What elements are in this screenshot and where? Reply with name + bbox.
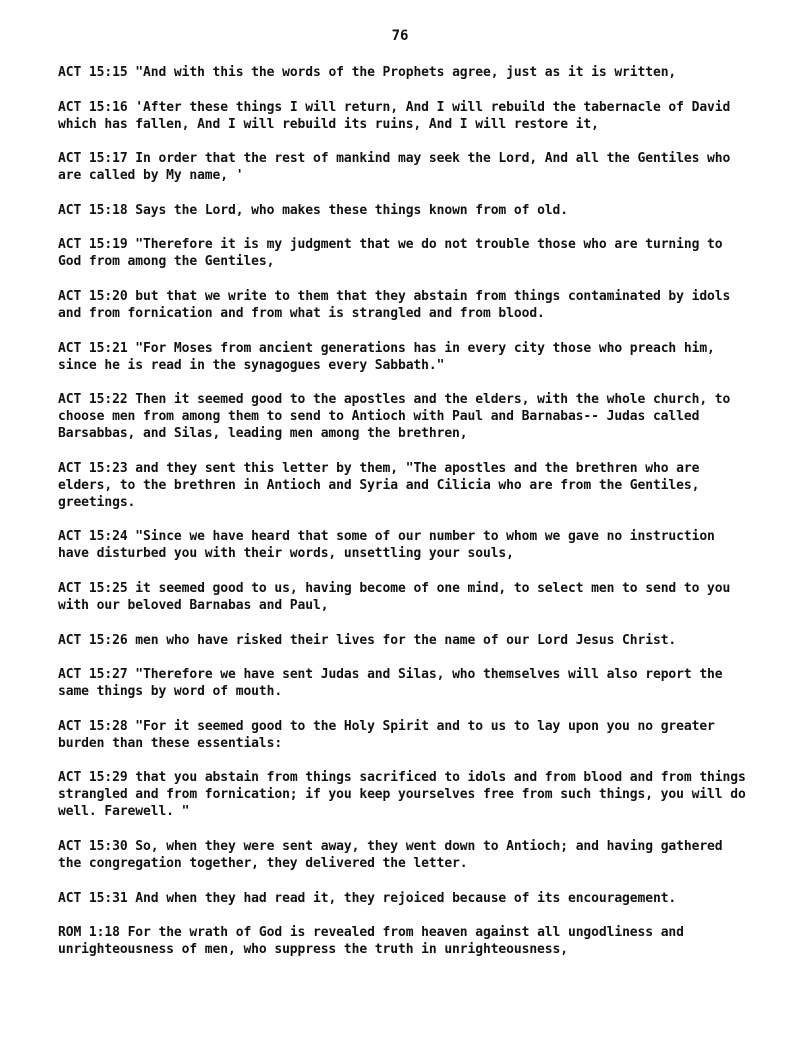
verse	[58, 528, 748, 562]
verse	[58, 340, 748, 374]
verse	[58, 460, 748, 511]
verse-text: "Since we have heard that some of our number to whom we gave no instruction have disturbed you with their words, unsettling your souls,	[58, 529, 715, 562]
verse	[58, 288, 748, 322]
verse-ref: ACT 15:21	[58, 340, 128, 356]
verse-ref: ACT 15:18	[58, 202, 128, 218]
verse-ref: ACT 15:20	[58, 288, 128, 304]
verse-ref: ACT 15:16	[58, 99, 128, 115]
verse-ref: ACT 15:31	[58, 890, 128, 906]
page-number: 76	[391, 28, 409, 44]
verse-text: In order that the rest of mankind may seek the Lord, And all the Gentiles who are called by My name, '	[58, 151, 731, 184]
verse-text: and they sent this letter by them, "The apostles and the brethren who are elders, to the brethren in Antioch and Syria and Cilicia who are from the Gentiles, greetings.	[58, 460, 700, 510]
verse	[58, 202, 748, 219]
verse-ref: ACT 15:29	[58, 770, 128, 786]
verse-text: Then it seemed good to the apostles and the elders, with the whole church, to choose men from among them to send to Antioch with Paul and Barnabas-- Judas called Barsabbas, and Silas, leading men among the brethren,	[58, 392, 731, 442]
verse-text: "Therefore we have sent Judas and Silas, who themselves will also report the same things by word of mouth.	[58, 667, 723, 700]
verse	[58, 838, 748, 872]
verse-text: 'After these things I will return, And I will rebuild the tabernacle of David which has fallen, And I will rebuild its ruins, And I will restore it,	[58, 99, 731, 132]
verse-text: For the wrath of God is revealed from heaven against all ungodliness and unrighteousness of men, who suppress the truth in unrighteousness,	[58, 925, 684, 958]
verse	[58, 666, 748, 700]
verse	[58, 632, 748, 649]
verse-text: "For it seemed good to the Holy Spirit and to us to lay upon you no greater burden than these essentials:	[58, 718, 715, 751]
verse	[58, 64, 748, 81]
verse-text: "For Moses from ancient generations has in every city those who preach him, since he is read in the synagogues every Sabbath."	[58, 340, 715, 373]
verse-ref: ACT 15:22	[58, 392, 128, 408]
verse	[58, 236, 748, 270]
verse-ref: ACT 15:17	[58, 151, 128, 167]
verse-ref: ACT 15:19	[58, 237, 128, 253]
verse-text: Says the Lord, who makes these things known from of old.	[135, 202, 568, 218]
verse	[58, 769, 748, 820]
verse-ref: ACT 15:27	[58, 667, 128, 683]
verse-ref: ACT 15:30	[58, 838, 128, 854]
verse	[58, 580, 748, 614]
verse	[58, 890, 748, 907]
verse	[58, 924, 748, 958]
verse-ref: ACT 15:23	[58, 460, 128, 476]
verse-text: it seemed good to us, having become of one mind, to select men to send to you with our beloved Barnabas and Paul,	[58, 580, 731, 613]
verse-text: "Therefore it is my judgment that we do not trouble those who are turning to God from among the Gentiles,	[58, 237, 723, 270]
verse-ref: ACT 15:25	[58, 580, 128, 596]
verse-ref: ROM 1:18	[58, 925, 120, 941]
verse-text: that you abstain from things sacrificed to idols and from blood and from things strangled and from fornication; if you keep yourselves free from such things, you will do well. Farewell. "	[58, 770, 746, 820]
verse-text: And when they had read it, they rejoiced because of its encouragement.	[135, 890, 677, 906]
verse-text: So, when they were sent away, they went down to Antioch; and having gathered the congregation together, they delivered the letter.	[58, 838, 723, 871]
verse-ref: ACT 15:15	[58, 65, 128, 80]
verse-list	[58, 64, 748, 976]
verse-text: men who have risked their lives for the name of our Lord Jesus Christ.	[135, 632, 677, 648]
verse-text: "And with this the words of the Prophets agree, just as it is written,	[135, 65, 677, 80]
verse	[58, 150, 748, 184]
verse	[58, 99, 748, 133]
verse-text: but that we write to them that they abstain from things contaminated by idols and from fornication and from what is strangled and from blood.	[58, 288, 731, 321]
verse	[58, 718, 748, 752]
verse-ref: ACT 15:24	[58, 529, 128, 545]
verse-ref: ACT 15:26	[58, 632, 128, 648]
verse-ref: ACT 15:28	[58, 718, 128, 734]
verse	[58, 391, 748, 442]
